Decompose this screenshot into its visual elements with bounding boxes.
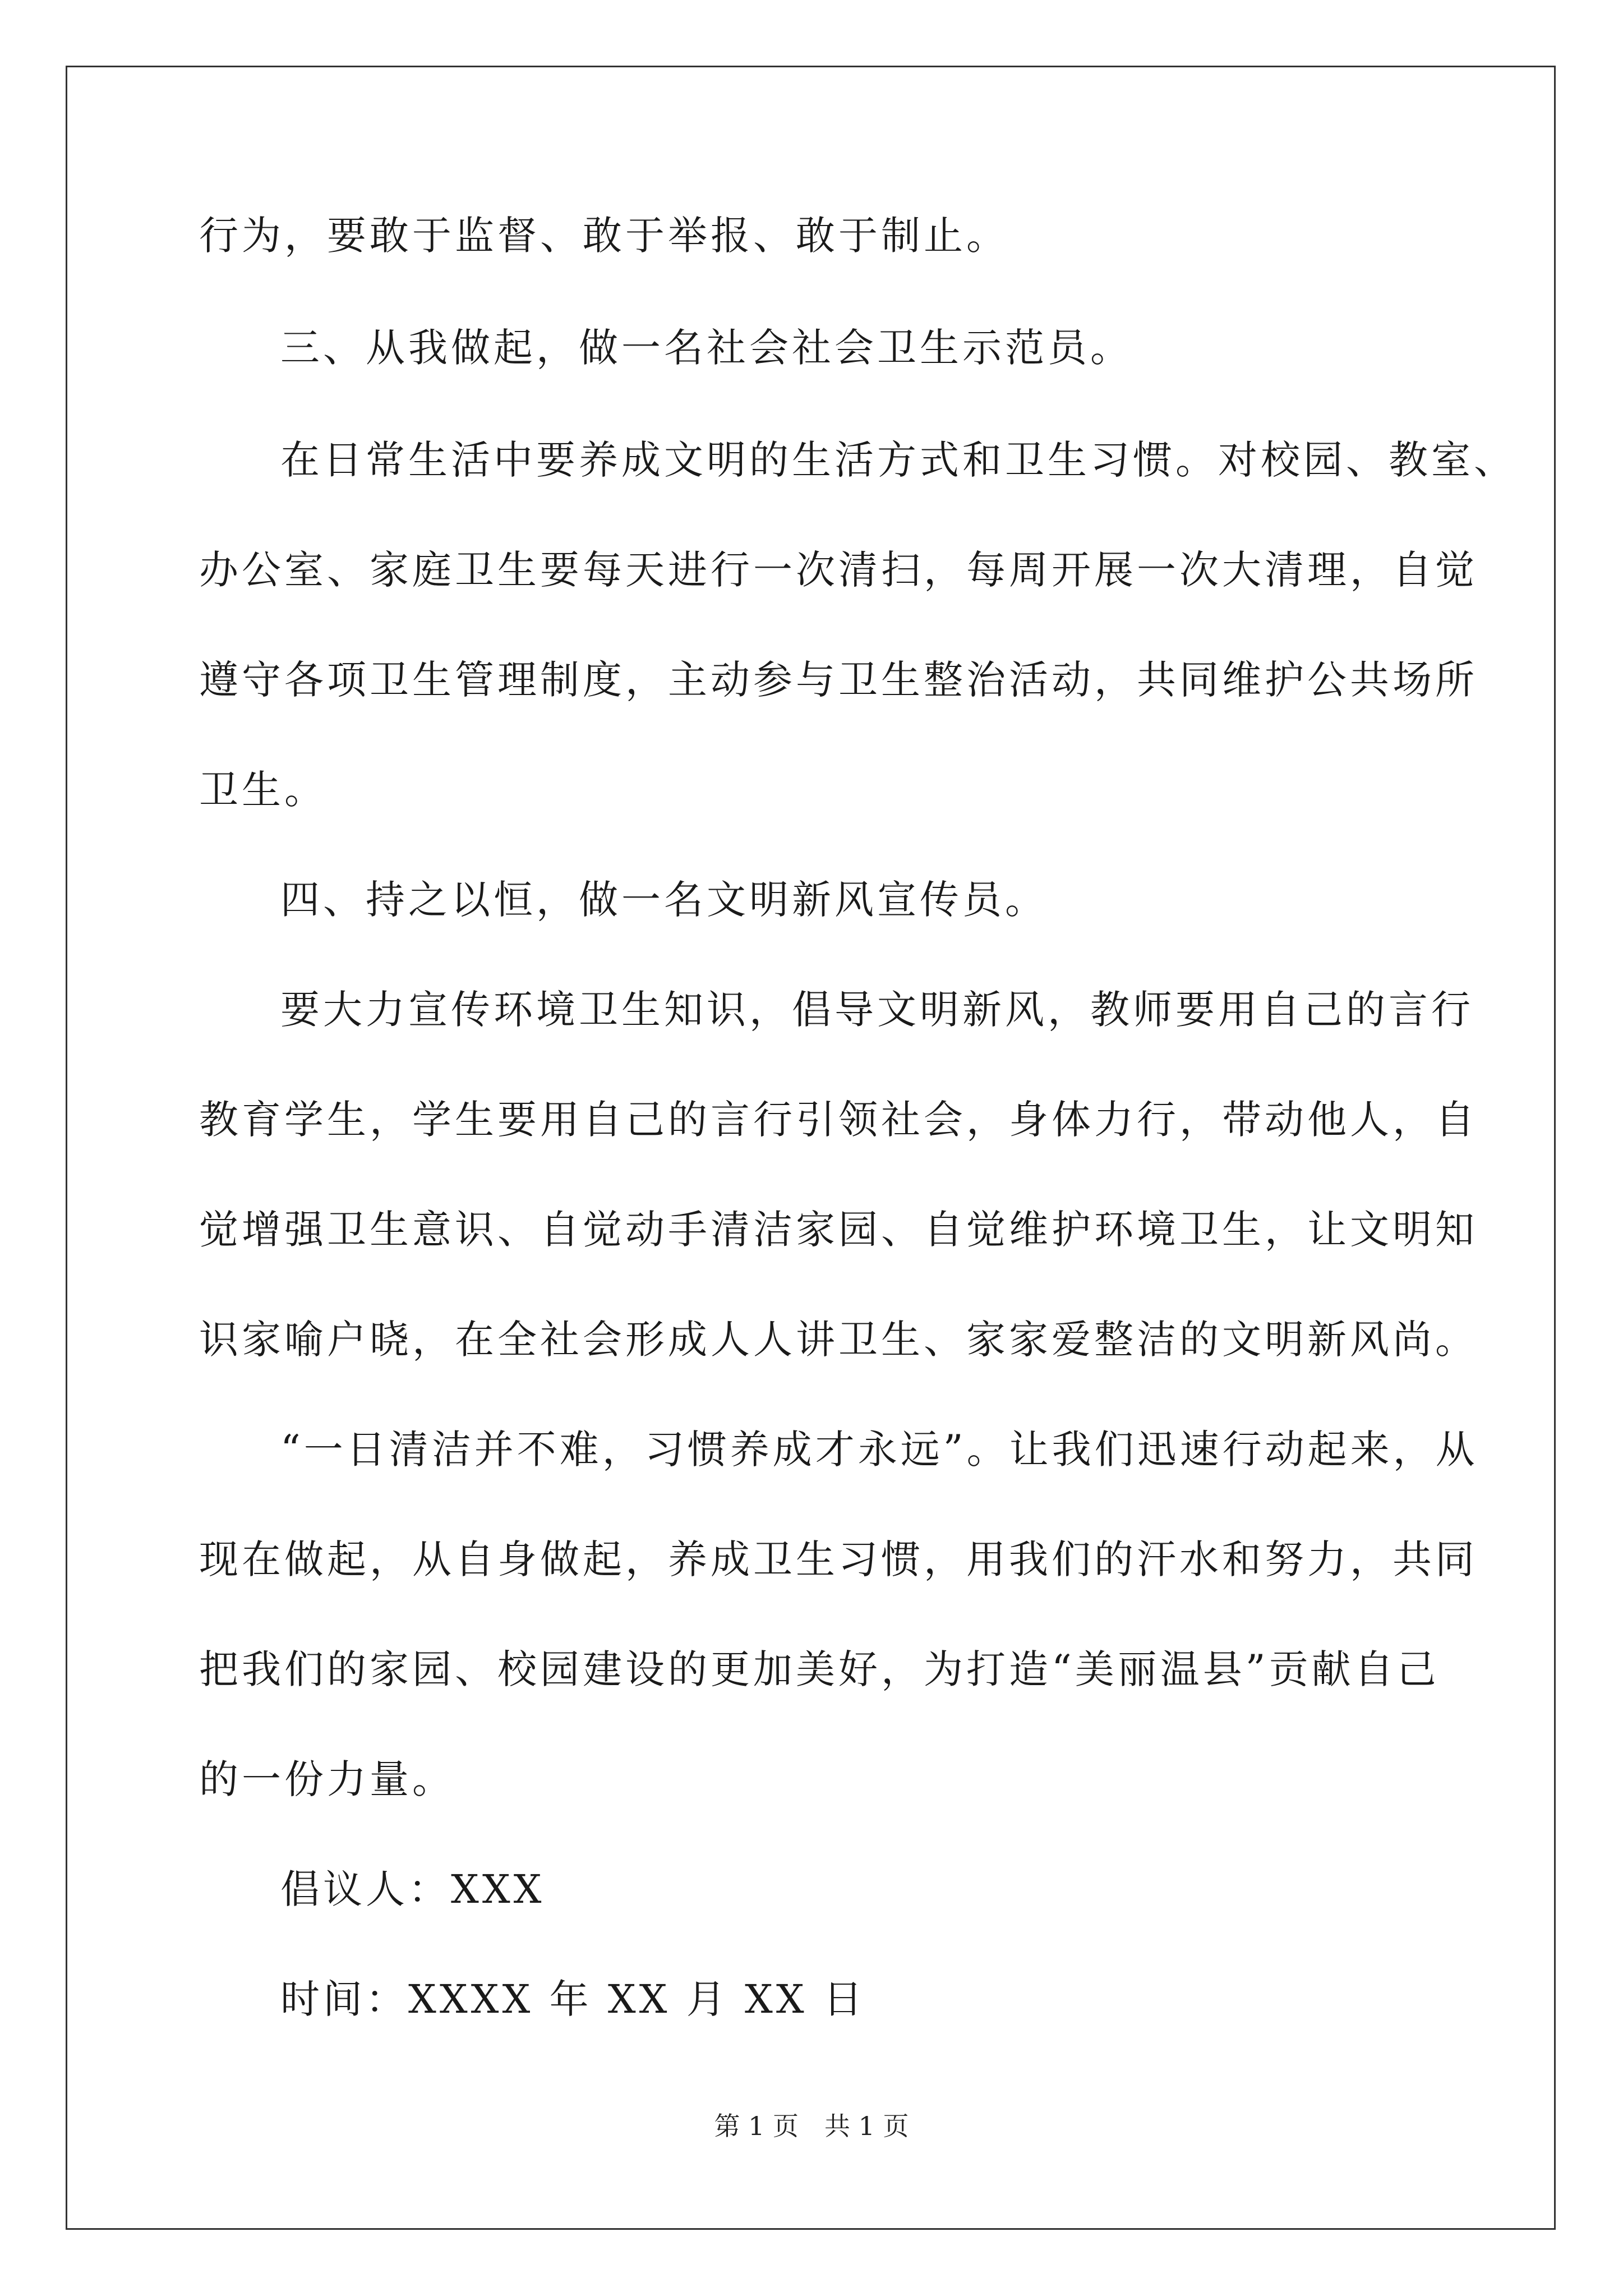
text-line: 把我们的家园、校园建设的更加美好，为打造“美丽温县”贡献自己 <box>199 1646 1440 1692</box>
date-line: 时间：XXXX 年 XX 月 XX 日 <box>280 1976 866 2022</box>
text-line: 卫生。 <box>199 767 327 813</box>
paragraph-first-line: 要大力宣传环境卫生知识，倡导文明新风，教师要用自己的言行 <box>280 987 1474 1033</box>
initiator-line: 倡议人：XXX <box>280 1866 545 1912</box>
paragraph-first-line: 在日常生活中要养成文明的生活方式和卫生习惯。对校园、教室、 <box>280 437 1516 483</box>
text-line: 遵守各项卫生管理制度，主动参与卫生整治活动，共同维护公共场所 <box>199 657 1478 703</box>
section-heading-4: 四、持之以恒，做一名文明新风宣传员。 <box>280 877 1048 923</box>
text-line: 行为，要敢于监督、敢于举报、敢于制止。 <box>199 213 1009 259</box>
text-line: 教育学生，学生要用自己的言行引领社会，身体力行，带动他人，自 <box>199 1097 1478 1143</box>
paragraph-first-line: “一日清洁并不难，习惯养成才永远”。让我们迅速行动起来，从 <box>280 1427 1478 1473</box>
page-footer: 第 1 页 共 1 页 <box>714 2111 909 2141</box>
text-line: 识家喻户晓，在全社会形成人人讲卫生、家家爱整洁的文明新风尚。 <box>199 1317 1478 1363</box>
text-line: 的一份力量。 <box>199 1756 455 1802</box>
text-line: 办公室、家庭卫生要每天进行一次清扫，每周开展一次大清理，自觉 <box>199 547 1478 593</box>
text-line: 觉增强卫生意识、自觉动手清洁家园、自觉维护环境卫生，让文明知 <box>199 1207 1478 1253</box>
text-line: 现在做起，从自身做起，养成卫生习惯，用我们的汗水和努力，共同 <box>199 1536 1478 1582</box>
section-heading-3: 三、从我做起，做一名社会社会卫生示范员。 <box>280 325 1133 371</box>
